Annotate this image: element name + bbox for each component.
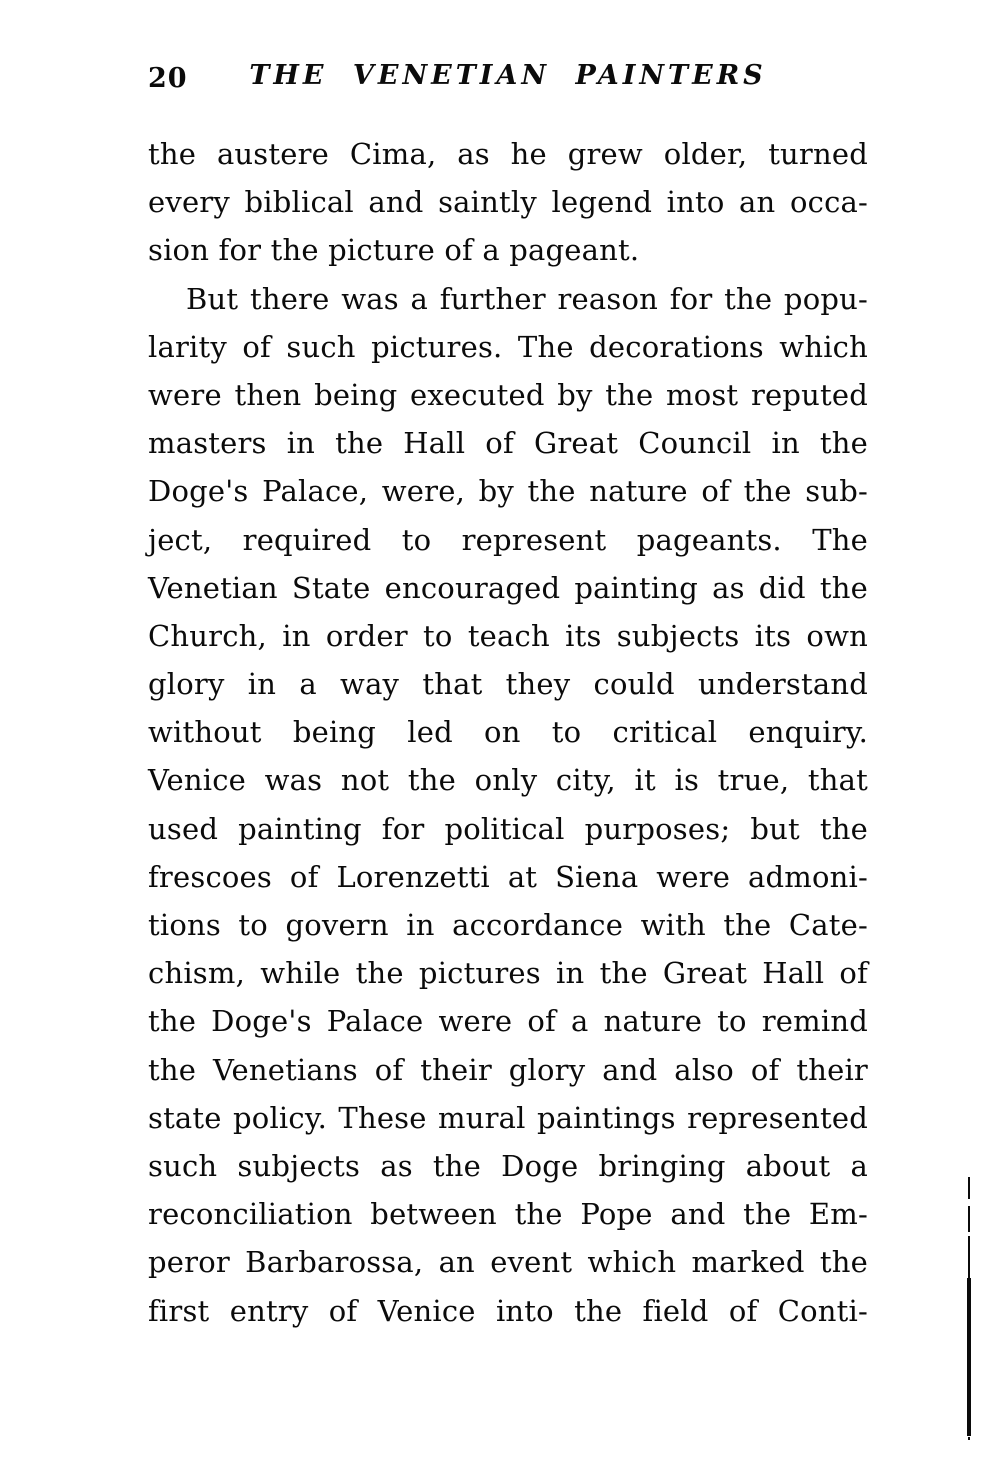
text-line: without being led on to critical enquiry. <box>148 715 868 750</box>
scan-edge-artifact <box>964 1174 974 1442</box>
text-line: state policy. These mural paintings represented <box>148 1100 868 1135</box>
text-line: the Venetians of their glory and also of their <box>148 1052 868 1087</box>
text-line: first entry of Venice into the field of Conti- <box>148 1293 868 1328</box>
text-line: glory in a way that they could understand <box>148 667 868 702</box>
text-line: Church, in order to teach its subjects its own <box>148 618 868 653</box>
text-line: Venetian State encouraged painting as did the <box>148 570 868 605</box>
text-line: peror Barbarossa, an event which marked the <box>148 1245 868 1280</box>
text-line: But there was a further reason for the popu- <box>186 281 868 316</box>
text-line: chism, while the pictures in the Great Hall of <box>148 956 868 991</box>
page-number: 20 <box>148 63 188 94</box>
text-line: the Doge's Palace were of a nature to remind <box>148 1004 868 1039</box>
text-line: every biblical and saintly legend into an occa- <box>148 185 868 220</box>
text-line: masters in the Hall of Great Council in the <box>148 426 868 461</box>
running-title: THE VENETIAN PAINTERS <box>249 60 767 91</box>
page-body <box>148 130 868 1335</box>
text-line: Venice was not the only city, it is true, that <box>148 763 868 798</box>
text-line: were then being executed by the most reputed <box>148 377 868 412</box>
text-line: used painting for political purposes; but the <box>148 811 868 846</box>
text-line: sion for the picture of a pageant. <box>148 233 640 268</box>
text-line: such subjects as the Doge bringing about a <box>148 1148 868 1183</box>
text-line: frescoes of Lorenzetti at Siena were admoni- <box>148 859 868 894</box>
page-header <box>148 60 868 100</box>
text-line: tions to govern in accordance with the Cate- <box>148 908 868 942</box>
text-line: ject, required to represent pageants. The <box>148 522 868 557</box>
text-line: reconciliation between the Pope and the Em- <box>148 1197 868 1232</box>
text-line: larity of such pictures. The decorations which <box>148 329 868 364</box>
text-line: the austere Cima, as he grew older, turned <box>148 137 868 171</box>
text-line: Doge's Palace, were, by the nature of the sub- <box>148 474 868 509</box>
